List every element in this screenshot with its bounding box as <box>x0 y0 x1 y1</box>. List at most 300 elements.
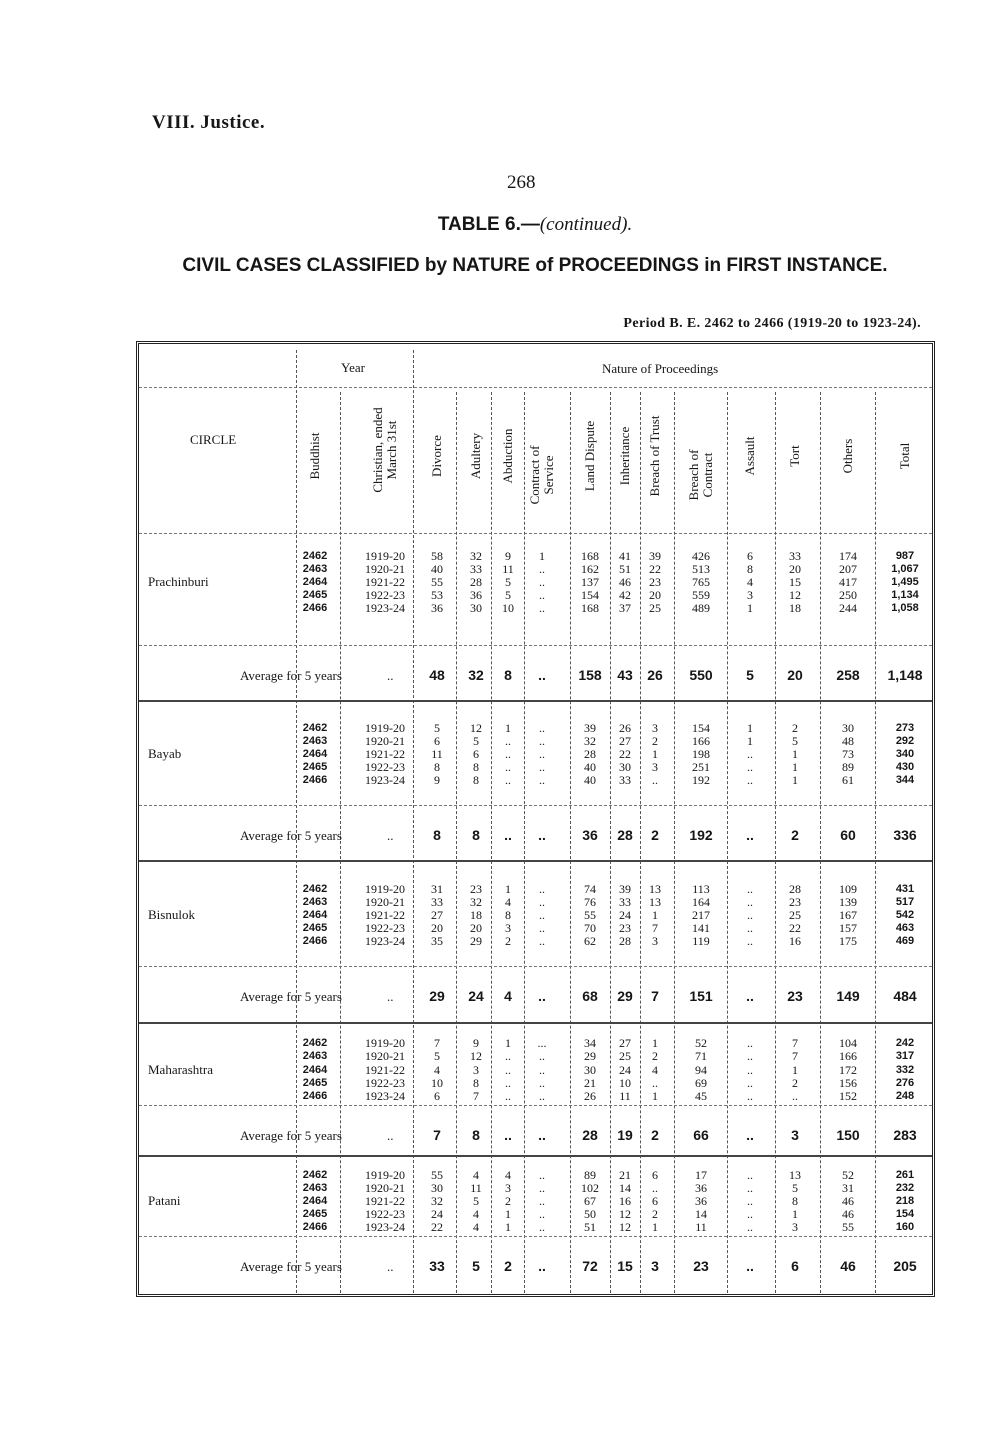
header-christian: Christian, ended March 31st <box>370 407 399 493</box>
table-cell: 4 <box>473 1207 479 1221</box>
table-cell: .. <box>539 882 545 896</box>
table-cell: 559 <box>692 588 710 602</box>
table-cell: 489 <box>692 601 710 615</box>
average-dots: .. <box>387 1259 394 1274</box>
average-value: .. <box>538 988 546 1004</box>
table-cell: 89 <box>584 1168 596 1182</box>
table-cell: 76 <box>584 895 596 909</box>
table-cell: 119 <box>692 934 710 948</box>
average-dots: .. <box>387 989 394 1004</box>
table-cell: 426 <box>692 549 710 563</box>
table-cell: 1 <box>747 721 753 735</box>
table-cell: 27 <box>619 1036 631 1050</box>
table-cell: 12 <box>470 721 482 735</box>
table-cell: .. <box>539 1194 545 1208</box>
average-value: 8 <box>504 667 512 683</box>
table-cell: 273 <box>895 722 915 734</box>
table-cell: 13 <box>649 895 661 909</box>
table-cell: .. <box>505 747 511 761</box>
table-cell: 20 <box>649 588 661 602</box>
table-cell: 463 <box>895 922 915 934</box>
table-cell: 26 <box>619 721 631 735</box>
year-christian: 1921-22 <box>365 1194 405 1208</box>
table-cell: 45 <box>695 1089 707 1104</box>
table-cell: 20 <box>470 921 482 935</box>
table-cell: 1 <box>792 1207 798 1221</box>
table-cell: 30 <box>584 1062 596 1077</box>
year-buddhist: 2465 <box>302 1208 328 1220</box>
table-cell: 29 <box>584 1049 596 1064</box>
table-cell: .. <box>652 773 658 787</box>
table-cell: 7 <box>473 1089 479 1104</box>
table-cell: 244 <box>839 601 857 615</box>
table-cell: .. <box>505 1062 511 1077</box>
table-cell: 987 <box>895 550 915 562</box>
table-cell: 3 <box>473 1062 479 1077</box>
table-cell: 55 <box>431 575 443 589</box>
table-cell: 89 <box>842 760 854 774</box>
table-cell: 261 <box>895 1169 915 1181</box>
table-cell: 62 <box>584 934 596 948</box>
table-cell: 3 <box>652 721 658 735</box>
header-breach-trust: Breach of Trust <box>647 415 662 497</box>
year-buddhist: 2465 <box>302 589 328 601</box>
table-cell: .. <box>747 895 753 909</box>
header-year: Year <box>341 360 365 375</box>
table-cell: 430 <box>895 761 915 773</box>
table-cell: 18 <box>470 908 482 922</box>
table-cell: 1 <box>652 1089 658 1104</box>
table-cell: 40 <box>431 562 443 576</box>
table-cell: 67 <box>584 1194 596 1208</box>
circle-name: Prachinburi <box>148 574 209 589</box>
average-value: 158 <box>578 667 602 683</box>
table-cell: 1 <box>505 1036 511 1050</box>
table-cell: 1,134 <box>891 589 919 601</box>
average-value: 28 <box>582 1127 598 1143</box>
table-cell: 292 <box>895 735 915 747</box>
average-rule <box>139 1236 932 1237</box>
table-cell: 109 <box>839 882 857 896</box>
average-value: 8 <box>433 827 441 843</box>
table-cell: 4 <box>473 1220 479 1234</box>
table-cell: .. <box>539 773 545 787</box>
header-circle: CIRCLE <box>190 432 237 447</box>
table-cell: 46 <box>842 1194 854 1208</box>
table-cell: 1,495 <box>891 576 919 588</box>
table-cell: 9 <box>505 549 511 563</box>
table-cell: 71 <box>695 1049 707 1064</box>
table-cell: 14 <box>695 1207 707 1221</box>
table-cell: .. <box>539 1049 545 1064</box>
header-tort: Tort <box>787 445 802 467</box>
table-cell: .. <box>505 1075 511 1090</box>
table-cell: .. <box>652 1075 658 1090</box>
average-label: Average for 5 years <box>240 828 342 843</box>
table-subtitle: CIVIL CASES CLASSIFIED by NATURE of PROCEEDINGS in FIRST INSTANCE. <box>182 255 888 276</box>
table-cell: 3 <box>505 1181 511 1195</box>
year-christian: 1923-24 <box>365 773 405 787</box>
table-cell: 2 <box>505 934 511 948</box>
average-value: .. <box>538 827 546 843</box>
section-title: VIII. Justice. <box>152 112 266 133</box>
average-value: 484 <box>893 988 917 1004</box>
table-cell: 37 <box>619 601 631 615</box>
circle-name: Maharashtra <box>148 1061 213 1077</box>
table-cell: 1 <box>652 908 658 922</box>
table-cell: 513 <box>692 562 710 576</box>
table-cell: 36 <box>470 588 482 602</box>
year-christian: 1921-22 <box>365 575 405 589</box>
average-value: 43 <box>617 667 633 683</box>
table-cell: .. <box>539 588 545 602</box>
header-buddhist: Buddhist <box>307 432 322 480</box>
table-cell: 2 <box>792 1075 798 1090</box>
table-cell: 33 <box>619 773 631 787</box>
year-christian: 1919-20 <box>365 549 405 563</box>
average-value: .. <box>746 1127 754 1143</box>
table-cell: 1 <box>505 721 511 735</box>
table-cell: 232 <box>895 1182 915 1194</box>
table-cell: 11 <box>470 1181 482 1195</box>
table-cell: 33 <box>619 895 631 909</box>
average-value: 336 <box>893 827 917 843</box>
table-cell: 332 <box>895 1063 915 1076</box>
table-cell: 192 <box>692 773 710 787</box>
header-land-dispute: Land Dispute <box>582 420 597 492</box>
year-christian: 1922-23 <box>365 1075 405 1090</box>
table-cell: 7 <box>792 1036 798 1050</box>
table-cell: 1 <box>792 760 798 774</box>
table-cell: 33 <box>789 549 801 563</box>
average-value: 26 <box>647 667 663 683</box>
table-cell: 9 <box>473 1036 479 1050</box>
table-cell: 113 <box>692 882 710 896</box>
table-cell: 9 <box>434 773 440 787</box>
table-cell: 20 <box>789 562 801 576</box>
table-cell: 3 <box>652 934 658 948</box>
year-christian: 1919-20 <box>365 1036 405 1050</box>
table-cell: 1 <box>505 1207 511 1221</box>
table-cell: 174 <box>839 549 857 563</box>
table-cell: 8 <box>473 773 479 787</box>
average-value: 8 <box>472 1127 480 1143</box>
table-cell: .. <box>747 1194 753 1208</box>
column-divider <box>413 350 414 1293</box>
table-cell: 41 <box>619 549 631 563</box>
table-cell: 21 <box>619 1168 631 1182</box>
table-cell: .. <box>539 908 545 922</box>
average-rule <box>139 645 932 646</box>
table-cell: 24 <box>619 1062 631 1077</box>
table-cell: 6 <box>434 1089 440 1104</box>
table-cell: 1 <box>747 734 753 748</box>
table-cell: 21 <box>584 1075 596 1090</box>
table-cell: 12 <box>789 588 801 602</box>
table-cell: 52 <box>842 1168 854 1182</box>
header-abduction: Abduction <box>500 428 515 484</box>
year-buddhist: 2466 <box>302 1090 328 1103</box>
year-christian: 1923-24 <box>365 1220 405 1234</box>
table-cell: 154 <box>692 721 710 735</box>
average-value: 29 <box>617 988 633 1004</box>
table-cell: 25 <box>649 601 661 615</box>
year-buddhist: 2465 <box>302 1076 328 1089</box>
header-contract-service: Contract of Service <box>527 445 556 505</box>
table-cell: 39 <box>619 882 631 896</box>
table-cell: 24 <box>431 1207 443 1221</box>
year-buddhist: 2465 <box>302 922 328 934</box>
year-buddhist: 2462 <box>302 1037 328 1049</box>
table-cell: 5 <box>434 1049 440 1064</box>
table-cell: 168 <box>581 601 599 615</box>
average-value: 48 <box>429 667 445 683</box>
average-value: 66 <box>693 1127 709 1143</box>
table-cell: 2 <box>505 1194 511 1208</box>
average-value: 150 <box>836 1127 860 1143</box>
circle-separator <box>139 700 932 702</box>
table-cell: 8 <box>434 760 440 774</box>
table-cell: 18 <box>789 601 801 615</box>
table-cell: 16 <box>619 1194 631 1208</box>
table-cell: 12 <box>619 1220 631 1234</box>
header-rule-bottom <box>139 533 932 534</box>
table-cell: 36 <box>695 1194 707 1208</box>
table-cell: 70 <box>584 921 596 935</box>
header-nature: Nature of Proceedings <box>602 361 719 376</box>
average-dots: .. <box>387 1128 394 1143</box>
table-cell: 276 <box>895 1076 915 1089</box>
table-cell: 61 <box>842 773 854 787</box>
average-value: 60 <box>840 827 856 843</box>
year-buddhist: 2462 <box>302 1169 328 1181</box>
year-christian: 1923-24 <box>365 601 405 615</box>
table-cell: 11 <box>695 1220 707 1234</box>
table-cell: 31 <box>431 882 443 896</box>
table-cell: .. <box>539 760 545 774</box>
table-cell: 3 <box>505 921 511 935</box>
circle-name: Bisnulok <box>148 907 195 922</box>
average-value: 3 <box>651 1258 659 1274</box>
table-cell: 23 <box>470 882 482 896</box>
table-cell: .. <box>539 601 545 615</box>
table-cell: 1,058 <box>891 602 919 614</box>
year-christian: 1919-20 <box>365 882 405 896</box>
table-cell: 40 <box>584 760 596 774</box>
table-cell: .. <box>747 1036 753 1050</box>
table-cell: 166 <box>692 734 710 748</box>
table-cell: .. <box>539 1075 545 1090</box>
average-value: 24 <box>468 988 484 1004</box>
table-cell: 2 <box>652 1049 658 1064</box>
table-cell: 248 <box>895 1090 915 1103</box>
table-cell: 16 <box>789 934 801 948</box>
year-buddhist: 2466 <box>302 1221 328 1233</box>
average-value: 5 <box>472 1258 480 1274</box>
average-value: .. <box>504 1127 512 1143</box>
column-divider <box>727 392 728 1293</box>
average-value: 4 <box>504 988 512 1004</box>
header-assault: Assault <box>742 436 757 476</box>
table-cell: 8 <box>473 760 479 774</box>
year-christian: 1921-22 <box>365 908 405 922</box>
average-value: 46 <box>840 1258 856 1274</box>
table-cell: 167 <box>839 908 857 922</box>
table-cell: 765 <box>692 575 710 589</box>
table-cell: 154 <box>581 588 599 602</box>
year-buddhist: 2463 <box>302 563 328 575</box>
header-adultery: Adultery <box>468 432 483 480</box>
table-cell: 28 <box>619 934 631 948</box>
table-cell: 94 <box>695 1062 707 1077</box>
table-cell: .. <box>747 1049 753 1064</box>
table-cell: 469 <box>895 935 915 947</box>
table-cell: 517 <box>895 896 915 908</box>
table-cell: 317 <box>895 1050 915 1063</box>
table-cell: 139 <box>839 895 857 909</box>
table-cell: 8 <box>505 908 511 922</box>
table-cell: 28 <box>470 575 482 589</box>
table-cell: 55 <box>842 1220 854 1234</box>
table-cell: 26 <box>584 1089 596 1104</box>
table-cell: 168 <box>581 549 599 563</box>
table-cell: 1 <box>539 549 545 563</box>
table-cell: 33 <box>470 562 482 576</box>
table-cell: .. <box>747 1075 753 1090</box>
table-cell: .. <box>747 773 753 787</box>
average-value: 19 <box>617 1127 633 1143</box>
year-christian: 1922-23 <box>365 1207 405 1221</box>
table-cell: 32 <box>584 734 596 748</box>
table-cell: 3 <box>747 588 753 602</box>
table-cell: 250 <box>839 588 857 602</box>
table-cell: 23 <box>789 895 801 909</box>
table-cell: 22 <box>431 1220 443 1234</box>
table-cell: 1 <box>505 1220 511 1234</box>
table-cell: 12 <box>619 1207 631 1221</box>
year-christian: 1922-23 <box>365 760 405 774</box>
average-dots: .. <box>387 668 394 683</box>
table-cell: 11 <box>619 1089 631 1104</box>
table-cell: 32 <box>470 895 482 909</box>
table-cell: 35 <box>431 934 443 948</box>
table-cell: .. <box>747 934 753 948</box>
table-cell: .. <box>539 1220 545 1234</box>
year-christian: 1921-22 <box>365 1062 405 1077</box>
circle-separator <box>139 860 932 862</box>
table-cell: .. <box>505 773 511 787</box>
table-cell: 7 <box>792 1049 798 1064</box>
year-christian: 1920-21 <box>365 562 405 576</box>
average-value: .. <box>746 988 754 1004</box>
table-cell: 11 <box>431 747 443 761</box>
table-cell: 25 <box>619 1049 631 1064</box>
table-title <box>0 214 991 236</box>
average-value: .. <box>538 1127 546 1143</box>
average-value: 2 <box>791 827 799 843</box>
table-cell: .. <box>539 934 545 948</box>
table-cell: 137 <box>581 575 599 589</box>
table-cell: 28 <box>584 747 596 761</box>
year-christian: 1919-20 <box>365 721 405 735</box>
table-cell: 32 <box>470 549 482 563</box>
table-cell: 53 <box>431 588 443 602</box>
average-value: .. <box>538 667 546 683</box>
table-cell: 141 <box>692 921 710 935</box>
column-divider <box>875 392 876 1293</box>
table-cell: 3 <box>792 1220 798 1234</box>
header-inheritance: Inheritance <box>617 426 632 486</box>
average-value: .. <box>746 827 754 843</box>
table-cell: 1 <box>792 747 798 761</box>
table-cell: 1 <box>505 882 511 896</box>
table-cell: 1 <box>652 1036 658 1050</box>
table-cell: 6 <box>652 1168 658 1182</box>
table-cell: 5 <box>473 1194 479 1208</box>
table-cell: 8 <box>747 562 753 576</box>
average-rule <box>139 966 932 967</box>
table-cell: 5 <box>792 1181 798 1195</box>
average-value: 2 <box>504 1258 512 1274</box>
year-buddhist: 2464 <box>302 1195 328 1207</box>
table-cell: 7 <box>652 921 658 935</box>
table-cell: 22 <box>649 562 661 576</box>
circle-separator <box>139 1022 932 1024</box>
average-label: Average for 5 years <box>240 668 342 683</box>
average-value: 7 <box>433 1127 441 1143</box>
table-cell: 17 <box>695 1168 707 1182</box>
year-buddhist: 2462 <box>302 550 328 562</box>
table-cell: .. <box>747 882 753 896</box>
table-cell: 198 <box>692 747 710 761</box>
table-cell: 4 <box>747 575 753 589</box>
table-cell: 1 <box>792 1062 798 1077</box>
table-cell: 3 <box>652 760 658 774</box>
table-cell: 42 <box>619 588 631 602</box>
table-cell: 4 <box>505 895 511 909</box>
table-cell: 46 <box>842 1207 854 1221</box>
table-cell: 27 <box>431 908 443 922</box>
table-cell: 15 <box>789 575 801 589</box>
table-cell: .. <box>539 1062 545 1077</box>
year-christian: 1920-21 <box>365 1049 405 1064</box>
year-buddhist: 2462 <box>302 883 328 895</box>
table-cell: 1,067 <box>891 563 919 575</box>
year-buddhist: 2465 <box>302 761 328 773</box>
table-cell: .. <box>652 1181 658 1195</box>
table-cell: 51 <box>619 562 631 576</box>
table-cell: 30 <box>470 601 482 615</box>
table-cell: 8 <box>473 1075 479 1090</box>
year-christian: 1920-21 <box>365 895 405 909</box>
average-value: 283 <box>893 1127 917 1143</box>
table-cell: .. <box>539 1168 545 1182</box>
average-value: 192 <box>689 827 713 843</box>
table-cell: .. <box>539 1181 545 1195</box>
column-divider <box>296 350 297 1293</box>
table-cell: 6 <box>434 734 440 748</box>
average-label: Average for 5 years <box>240 1128 342 1143</box>
table-cell: 251 <box>692 760 710 774</box>
table-cell: 13 <box>649 882 661 896</box>
table-cell: .. <box>539 1207 545 1221</box>
table-cell: .. <box>539 921 545 935</box>
table-cell: .. <box>747 908 753 922</box>
year-buddhist: 2464 <box>302 1063 328 1076</box>
page-number: 268 <box>507 172 536 193</box>
average-label: Average for 5 years <box>240 989 342 1004</box>
table-cell: .. <box>539 747 545 761</box>
